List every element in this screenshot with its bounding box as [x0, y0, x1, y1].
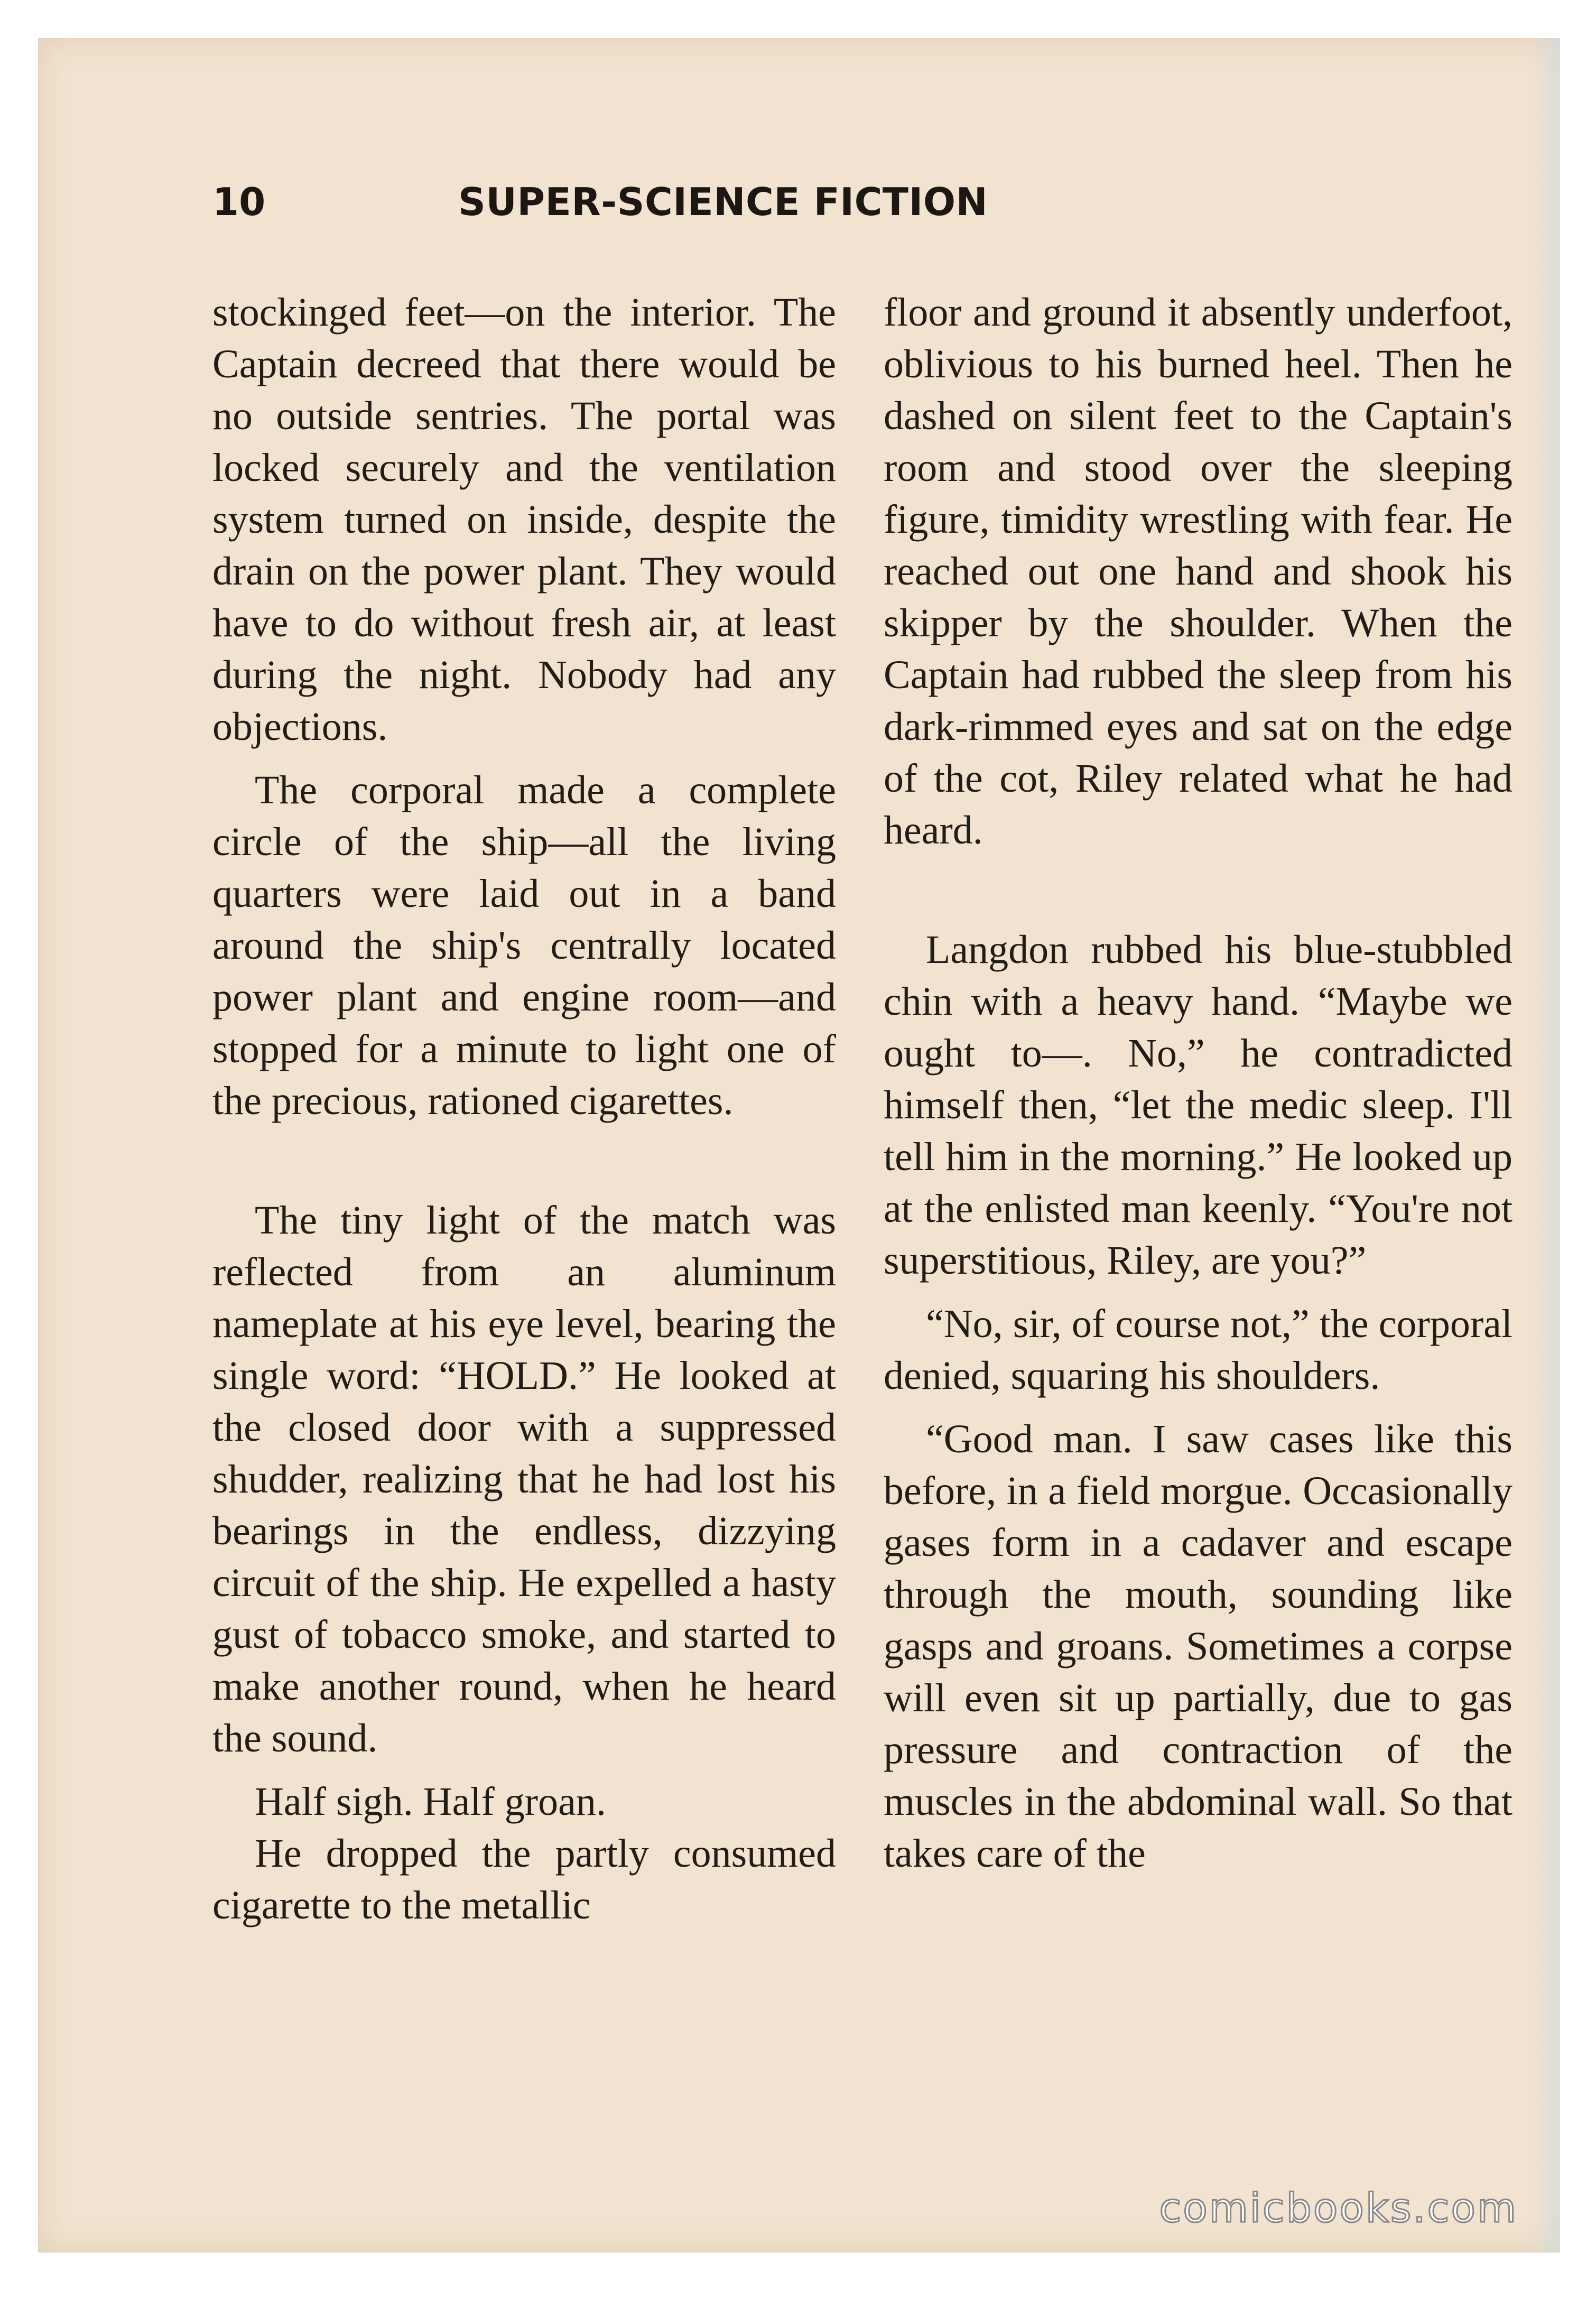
right-column — [884, 286, 1513, 1879]
left-column — [212, 286, 836, 1931]
watermark-logo: comicbooks.com — [1159, 2184, 1518, 2231]
paragraph: The corporal made a complete circle of the ship—all the living quarters were laid out in a band around the ship's centrally located power plant and engine room—and stopped for a minute to light one of the precious, rationed cigarettes. — [212, 768, 836, 1123]
paragraph: He dropped the partly consumed cigarette to the metallic — [212, 1831, 836, 1927]
running-head: SUPER-SCIENCE FICTION — [458, 180, 988, 224]
paragraph: Half sigh. Half groan. — [255, 1779, 606, 1824]
paragraph: Langdon rubbed his blue-stubbled chin with a heavy hand. “Maybe we ought to—. No,” he contradicted himself then, “let the medic sleep. I'll tell him in the morning.” He looked up at the enlisted man keenly. “You're not superstitious, Riley, are you?” — [884, 928, 1513, 1283]
paragraph: stockinged feet—on the interior. The Captain decreed that there would be no outside sentries. The portal was locked securely and the ventilation system turned on inside, despite the drain on the power plant. They would have to do without fresh air, at least during the night. Nobody had any objections. — [212, 290, 836, 749]
magazine-page — [38, 38, 1560, 2252]
page-edge-stain — [1528, 38, 1560, 2252]
paragraph: “No, sir, of course not,” the corporal denied, squaring his shoulders. — [884, 1302, 1513, 1398]
page-header — [212, 173, 1549, 231]
paragraph: The tiny light of the match was reflected from an aluminum nameplate at his eye level, bearing the single word: “HOLD.” He looked at the closed door with a suppressed shudder, realizing that he had lost his bearings in the endless, dizzying circuit of the ship. He expelled a hasty gust of tobacco smoke, and started to make another round, when he heard the sound. — [212, 1198, 836, 1760]
page-number: 10 — [212, 180, 266, 224]
paragraph: floor and ground it absently underfoot, oblivious to his burned heel. Then he dashed on silent feet to the Captain's room and stood over the sleeping figure, timidity wrestling with fear. He reached out one hand and shook his skipper by the shoulder. When the Captain had rubbed the sleep from his dark-rimmed eyes and sat on the edge of the cot, Riley related what he had heard. — [884, 290, 1513, 852]
paragraph: “Good man. I saw cases like this before, in a field morgue. Occasionally gases form in a cadaver and escape through the mouth, sounding like gasps and groans. Sometimes a corpse will even sit up partially, due to gas pressure and contraction of the muscles in the abdominal wall. So that takes care of the — [884, 1417, 1513, 1876]
